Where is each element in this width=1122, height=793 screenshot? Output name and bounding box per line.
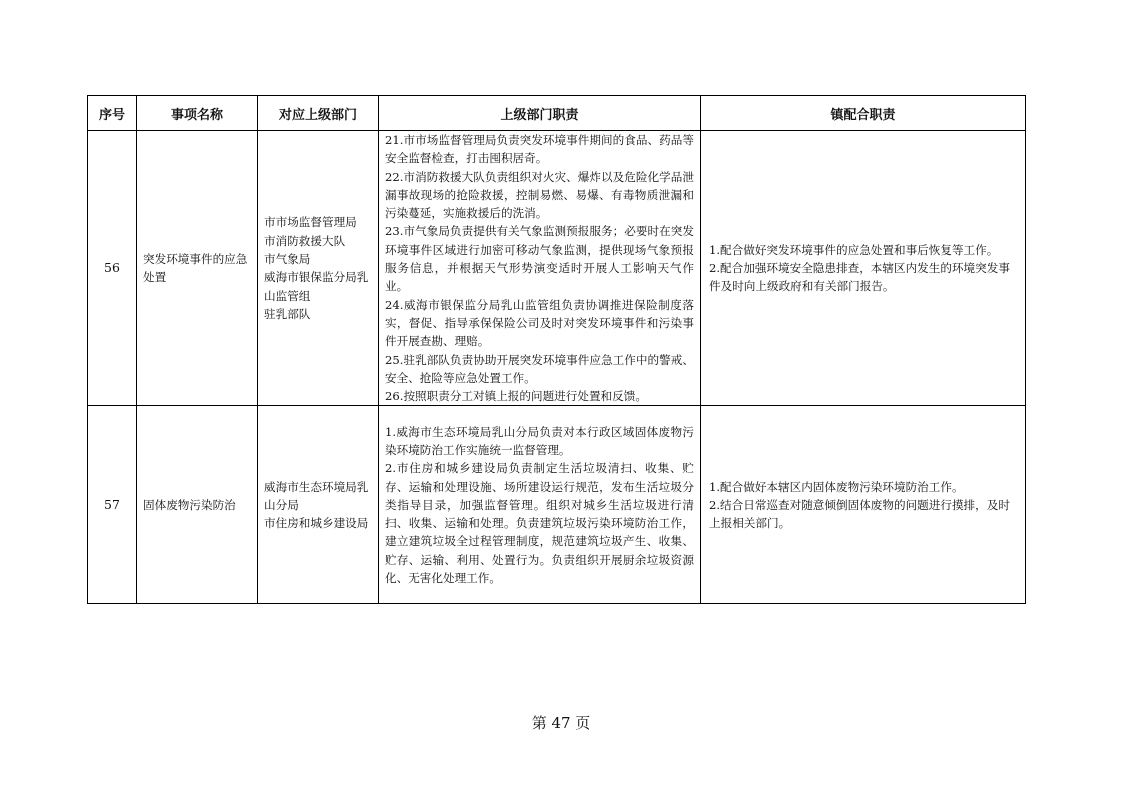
row-seq: 56 xyxy=(88,131,137,406)
row-dept-list xyxy=(258,406,379,604)
town-duty-item: 1.配合做好本辖区内固体废物污染环境防治工作。 xyxy=(709,479,964,494)
row-town-duty xyxy=(701,406,1026,604)
header-upper-duty: 上级部门职责 xyxy=(379,96,701,131)
table-row xyxy=(88,406,1026,604)
duty-item: 22.市消防救援大队负责组织对火灾、爆炸以及危险化学品泄漏事故现场的抢险救援，控制易燃、易爆、有毒物质泄漏和污染蔓延，实施救援后的洗消。 xyxy=(385,169,694,221)
town-duty-item: 1.配合做好突发环境事件的应急处置和事后恢复等工作。 xyxy=(709,242,999,257)
duty-item: 1.威海市生态环境局乳山分局负责对本行政区域固体废物污染环境防治工作实施统一监督管理。 xyxy=(385,424,694,457)
dept-line: 市市场监督管理局 xyxy=(264,215,357,230)
dept-line: 威海市银保监分局乳山监管组 xyxy=(264,270,369,303)
row-item-name: 突发环境事件的应急处置 xyxy=(137,131,258,406)
dept-line: 威海市生态环境局乳山分局 xyxy=(264,479,369,512)
duty-item: 2.市住房和城乡建设局负责制定生活垃圾清扫、收集、贮存、运输和处理设施、场所建设运行规范，发布生活垃圾分类指导目录，加强监督管理。组织对城乡生活垃圾进行清扫、收集、运输和处理。负责建筑垃圾污染环境防治工作，建立建筑垃圾全过程管理制度，规范建筑垃圾产生、收集、贮存、运输、利用、处置行为。负责组织开展厨余垃圾资源化、无害化处理工作。 xyxy=(385,461,694,585)
row-seq: 57 xyxy=(88,406,137,604)
page-number: 第 47 页 xyxy=(531,714,591,732)
dept-line: 市消防救援大队 xyxy=(264,233,346,248)
duty-item: 23.市气象局负责提供有关气象监测预报服务；必要时在突发环境事件区域进行加密可移动气象监测，提供现场气象预报服务信息，并根据天气形势演变适时开展人工影响天气作业。 xyxy=(385,224,694,294)
row-upper-duty xyxy=(379,406,701,604)
duty-item: 21.市市场监督管理局负责突发环境事件期间的食品、药品等安全监督检查，打击囤积居奇。 xyxy=(385,133,694,166)
header-upper-dept: 对应上级部门 xyxy=(258,96,379,131)
duty-item: 25.驻乳部队负责协助开展突发环境事件应急工作中的警戒、安全、抢险等应急处置工作。 xyxy=(385,352,694,385)
row-item-name: 固体废物污染防治 xyxy=(137,406,258,604)
header-town-duty: 镇配合职责 xyxy=(701,96,1026,131)
town-duty-item: 2.配合加强环境安全隐患排查，本辖区内发生的环境突发事件及时向上级政府和有关部门报告。 xyxy=(709,261,1010,294)
duty-table-container xyxy=(87,95,1025,604)
header-item-name: 事项名称 xyxy=(137,96,258,131)
duty-item: 26.按照职责分工对镇上报的问题进行处置和反馈。 xyxy=(385,389,647,404)
town-duty-item: 2.结合日常巡查对随意倾倒固体废物的问题进行摸排，及时上报相关部门。 xyxy=(709,497,1010,531)
row-upper-duty xyxy=(379,131,701,406)
dept-line: 市气象局 xyxy=(264,251,311,266)
header-seq: 序号 xyxy=(88,96,137,131)
dept-line: 市住房和城乡建设局 xyxy=(264,516,369,531)
dept-line: 驻乳部队 xyxy=(264,306,311,321)
duty-item: 24.威海市银保监分局乳山监管组负责协调推进保险制度落实，督促、指导承保保险公司及时对突发环境事件和污染事件开展查勘、理赔。 xyxy=(385,297,694,349)
table-row xyxy=(88,131,1026,406)
row-town-duty xyxy=(701,131,1026,406)
table-header-row xyxy=(88,96,1026,131)
row-dept-list xyxy=(258,131,379,406)
duty-table xyxy=(87,95,1026,604)
